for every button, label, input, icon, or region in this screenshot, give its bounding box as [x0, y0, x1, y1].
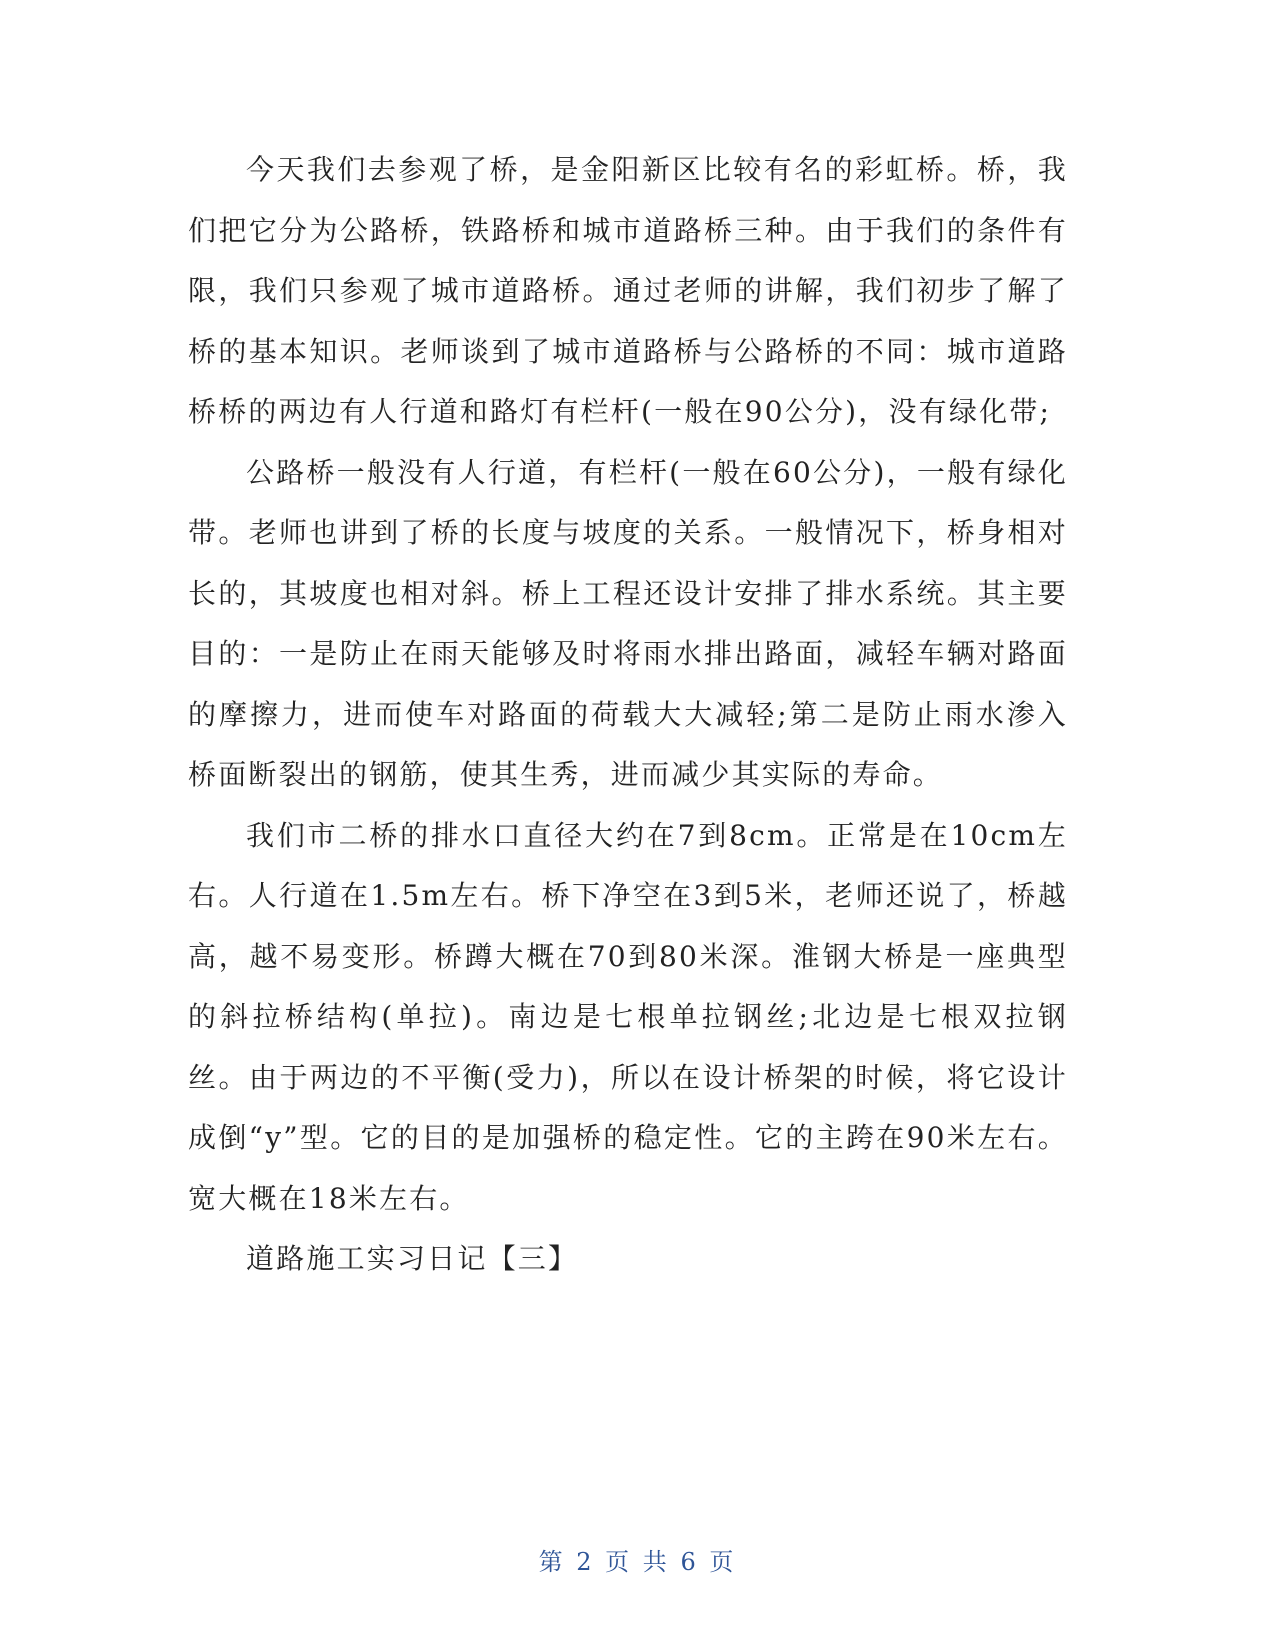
- paragraph-bridge-specs: 我们市二桥的排水口直径大约在7到8cm。正常是在10cm左右。人行道在1.5m左右。桥下净空在3到5米，老师还说了，桥越高，越不易变形。桥蹲大概在70到80米深。淮钢大桥是一座典型的斜拉桥结构(单拉)。南边是七根单拉钢丝;北边是七根双拉钢丝。由于两边的不平衡(受力)，所以在设计桥架的时候，将它设计成倒“y”型。它的目的是加强桥的稳定性。它的主跨在90米左右。宽大概在18米左右。: [188, 818, 1068, 1215]
- document-body: [188, 140, 1068, 1290]
- section-heading: 道路施工实习日记【三】: [246, 1242, 579, 1275]
- paragraph-bridge-visit: 今天我们去参观了桥，是金阳新区比较有名的彩虹桥。桥，我们把它分为公路桥，铁路桥和城市道路桥三种。由于我们的条件有限，我们只参观了城市道路桥。通过老师的讲解，我们初步了解了桥的基本知识。老师谈到了城市道路桥与公路桥的不同：城市道路桥桥的两边有人行道和路灯有栏杆(一般在90公分)，没有绿化带;: [188, 153, 1068, 428]
- page-number-footer: 第 2 页 共 6 页: [538, 1548, 737, 1576]
- paragraph-highway-bridge: 公路桥一般没有人行道，有栏杆(一般在60公分)，一般有绿化带。老师也讲到了桥的长度与坡度的关系。一般情况下，桥身相对长的，其坡度也相对斜。桥上工程还设计安排了排水系统。其主要目的：一是防止在雨天能够及时将雨水排出路面，减轻车辆对路面的摩擦力，进而使车对路面的荷载大大减轻;第二是防止雨水渗入桥面断裂出的钢筋，使其生秀，进而减少其实际的寿命。: [188, 455, 1068, 791]
